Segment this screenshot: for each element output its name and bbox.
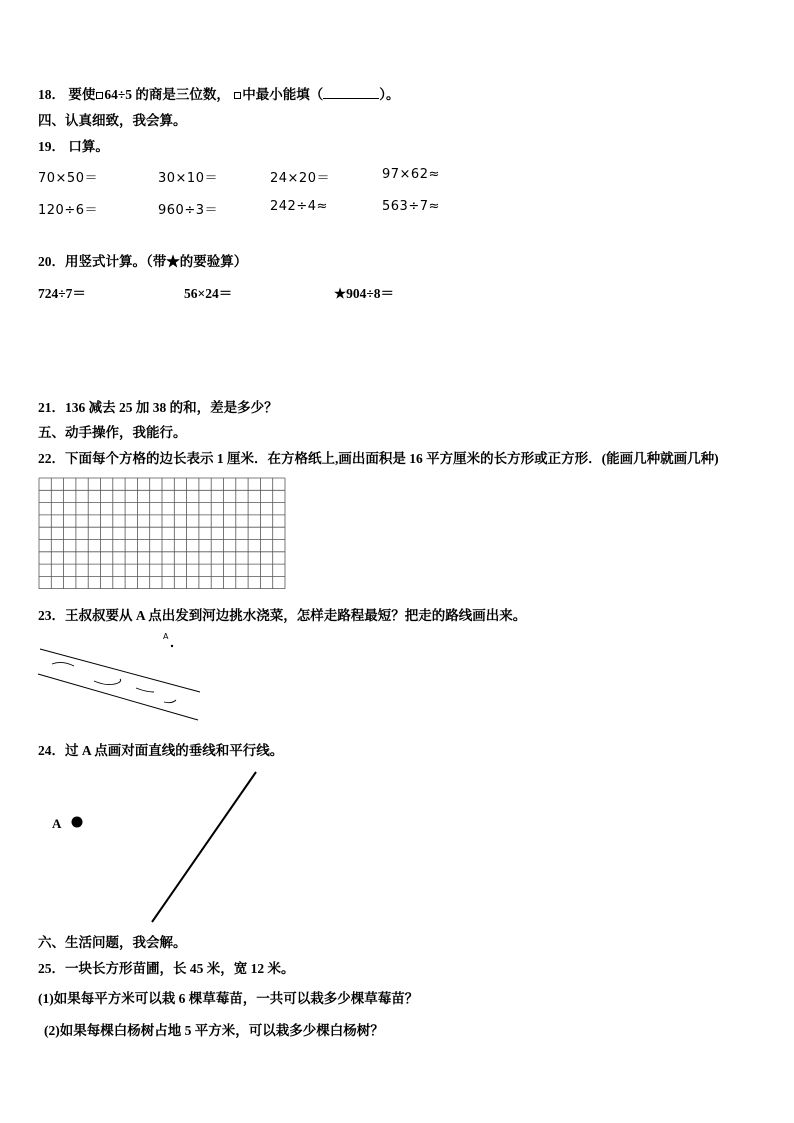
answer-blank[interactable] [323, 87, 379, 99]
calc-item: 30×10＝ [158, 171, 218, 186]
point-a [72, 817, 83, 828]
question-19-title: 19． 口算。 [38, 139, 109, 154]
water-wave [164, 700, 176, 703]
section-5-heading: 五、动手操作，我能行。 [38, 425, 187, 440]
question-number: 18． [38, 87, 65, 102]
vertical-calc-item: 724÷7＝ [38, 286, 86, 301]
point-a-label: A [52, 816, 62, 831]
calc-item: 24×20＝ [270, 171, 330, 186]
line-diagram [48, 768, 268, 928]
vertical-calc-item: ★904÷8＝ [334, 286, 395, 301]
question-21: 21．136 减去 25 加 38 的和，差是多少？ [38, 400, 278, 415]
question-text: 要使 [68, 87, 96, 102]
calc-item: 960÷3＝ [158, 203, 218, 218]
question-text: 64÷5 的商是三位数， [104, 87, 230, 102]
question-18 [38, 83, 400, 103]
question-20-title: 20．用竖式计算。（带★的要验算） [38, 254, 248, 269]
calc-item: 97×62≈ [382, 167, 440, 182]
question-22: 22．下面每个方格的边长表示 1 厘米．在方格纸上,画出面积是 16 平方厘米的长方形或正方形．(能画几种就画几种) [38, 451, 719, 466]
river-diagram [36, 628, 206, 724]
water-wave [94, 679, 121, 685]
vertical-calc-item: 56×24＝ [184, 286, 233, 301]
box-placeholder-icon [96, 92, 103, 99]
calc-item: 70×50＝ [38, 171, 98, 186]
river-bank-bottom [38, 674, 198, 720]
question-25-part-2: (2)如果每棵白杨树占地 5 平方米，可以栽多少棵白杨树？ [44, 1023, 384, 1038]
question-text: ）。 [379, 87, 400, 102]
calc-item: 242÷4≈ [270, 199, 328, 214]
question-24: 24．过 A 点画对面直线的垂线和平行线。 [38, 743, 284, 758]
river-bank-top [40, 649, 200, 692]
calc-item: 120÷6＝ [38, 203, 98, 218]
question-25-part-1: (1)如果每平方米可以栽 6 棵草莓苗，一共可以栽多少棵草莓苗？ [38, 991, 419, 1006]
question-23: 23．王叔叔要从 A 点出发到河边挑水浇菜，怎样走路程最短？把走的路线画出来。 [38, 608, 527, 623]
box-placeholder-icon [234, 92, 241, 99]
point-a [171, 645, 173, 647]
square-grid[interactable] [38, 477, 288, 589]
question-25: 25．一块长方形苗圃，长 45 米，宽 12 米。 [38, 961, 295, 976]
water-wave [136, 688, 154, 692]
point-a-label: A [163, 632, 169, 641]
water-wave [52, 662, 74, 666]
section-6-heading: 六、生活问题，我会解。 [38, 935, 187, 950]
question-text: 中最小能填（ [242, 87, 324, 102]
calc-item: 563÷7≈ [382, 199, 440, 214]
given-line [152, 772, 256, 922]
section-4-heading: 四、认真细致，我会算。 [38, 113, 187, 128]
